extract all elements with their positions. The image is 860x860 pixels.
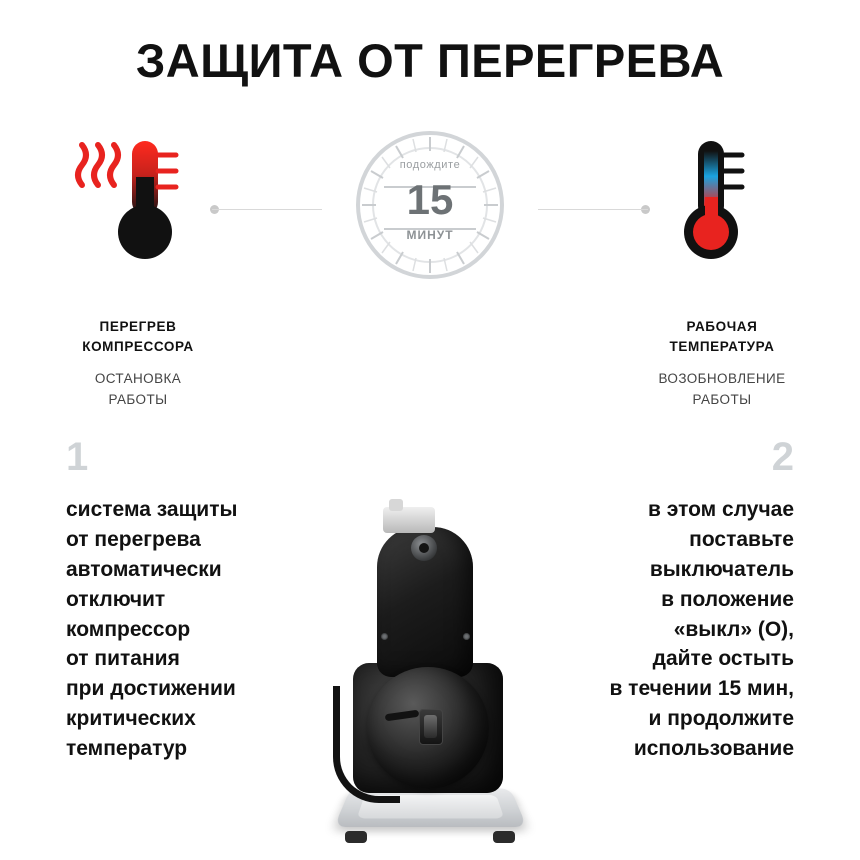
step-1-line-1: система защиты <box>66 498 238 522</box>
step-1-number: 1 <box>66 435 89 480</box>
step-2-line-3: выключатель <box>649 557 794 581</box>
step-1-line-7: при достижении <box>66 677 236 701</box>
cold-thermometer-icon <box>632 137 812 277</box>
caption-working-temp-sub <box>592 369 852 410</box>
caption-overheat-title <box>8 317 268 356</box>
caption-working-temp-title <box>592 317 852 356</box>
timer-wait-label: подождите <box>399 159 461 172</box>
step-1-line-3: автоматически <box>66 557 222 581</box>
step-1-line-2: от перегрева <box>66 528 201 552</box>
step-2-line-7: в течении 15 мин, <box>609 677 794 701</box>
caption-working-temp-sub-line1: ВОЗОБНОВЛЕНИЕ <box>658 371 786 387</box>
step-1 <box>66 437 311 763</box>
compressor-power-switch <box>419 709 443 745</box>
step-1-line-5: компрессор <box>66 617 191 641</box>
page-title: ЗАЩИТА ОТ ПЕРЕГРЕВА <box>135 34 725 87</box>
step-2 <box>549 437 794 763</box>
caption-overheat-title-line2: КОМПРЕССОРА <box>82 338 194 354</box>
compressor-bolt-left <box>381 633 388 640</box>
step-1-line-9: температур <box>66 736 188 760</box>
step-1-text <box>66 495 311 763</box>
connector-line-left <box>212 209 322 210</box>
step-1-line-4: отключит <box>66 587 166 611</box>
steps-section <box>0 437 860 837</box>
step-1-line-8: критических <box>66 707 196 731</box>
compressor-bolt-right <box>463 633 470 640</box>
compressor-top-fitting <box>383 507 435 533</box>
caption-working-temp-sub-line2: РАБОТЫ <box>692 391 752 407</box>
icon-captions <box>0 317 860 427</box>
step-2-line-8: и продолжите <box>648 707 794 731</box>
compressor-foot-right <box>493 831 515 843</box>
compressor-power-cable <box>333 686 400 803</box>
step-2-text <box>549 495 794 763</box>
caption-working-temp <box>592 317 852 410</box>
caption-overheat-title-line1: ПЕРЕГРЕВ <box>99 319 177 335</box>
caption-overheat-sub-line2: РАБОТЫ <box>108 391 168 407</box>
timer-unit: МИНУТ <box>406 228 454 243</box>
compressor-foot-left <box>345 831 367 843</box>
hot-thermometer-icon <box>48 137 228 277</box>
compressor-image <box>315 505 545 845</box>
step-2-line-4: в положение <box>661 587 794 611</box>
step-2-line-5: «выкл» (O), <box>673 617 794 641</box>
caption-overheat <box>8 317 268 410</box>
step-2-line-9: использование <box>633 736 794 760</box>
overheat-icon-row <box>0 137 860 287</box>
caption-working-temp-title-line2: ТЕМПЕРАТУРА <box>669 338 775 354</box>
timer-value: 15 <box>406 176 454 224</box>
step-2-line-6: дайте остыть <box>652 647 794 671</box>
caption-overheat-sub <box>8 369 268 410</box>
timer-dial-icon <box>350 125 510 285</box>
caption-working-temp-title-line1: РАБОЧАЯ <box>686 319 758 335</box>
step-2-line-1: в этом случае <box>648 498 794 522</box>
step-2-number: 2 <box>771 435 794 480</box>
step-2-line-2: поставьте <box>689 528 794 552</box>
step-1-line-6: от питания <box>66 647 180 671</box>
compressor-air-port <box>411 535 437 561</box>
caption-overheat-sub-line1: ОСТАНОВКА <box>94 371 182 387</box>
